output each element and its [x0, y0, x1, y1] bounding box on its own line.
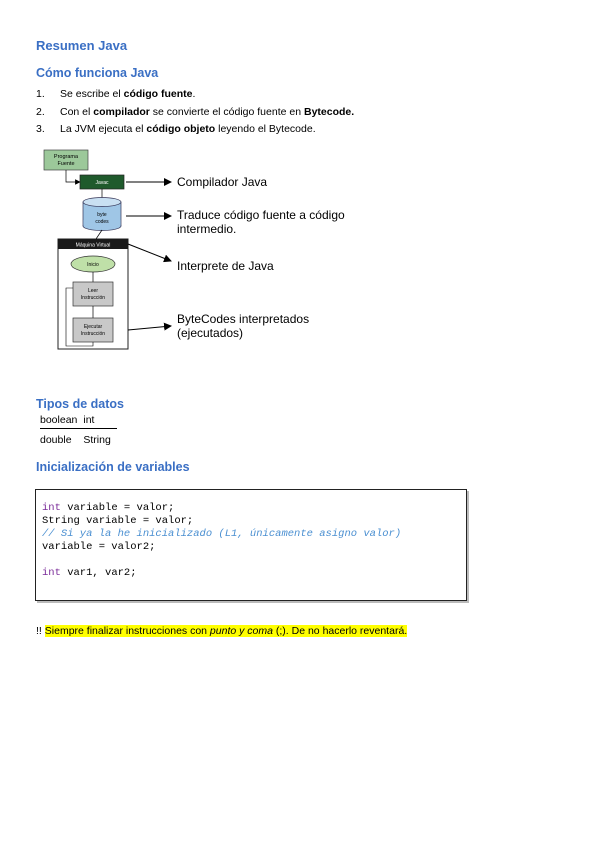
leer-label-2: Instrucción [80, 295, 106, 301]
code-text: var1, var2; [60, 567, 137, 579]
code-line [42, 502, 466, 515]
ejecutar-label-2: Instrucción [80, 331, 106, 337]
list-text-part: se convierte el código fuente en [149, 105, 304, 118]
list-text-part: Con el [60, 105, 94, 118]
annotation-bytecodes-1: ByteCodes interpretados [177, 312, 310, 326]
java-flow-diagram [36, 140, 396, 360]
type-cell: int [83, 414, 116, 429]
code-keyword: int [42, 502, 61, 514]
list-text-part: código objeto [146, 123, 216, 135]
note-text-2: (;). De no hacerlo reventará. [272, 625, 408, 637]
note-text-1: Siempre finalizar instrucciones con [44, 625, 210, 637]
list-text-part: código fuente [123, 88, 193, 100]
list-text-part: Bytecode. [303, 105, 355, 118]
note-prefix: !! [36, 625, 45, 637]
note-italic: punto y coma [209, 625, 273, 637]
code-line [42, 554, 466, 567]
javac-label: Javac [95, 180, 109, 186]
list-number: 1. [36, 88, 45, 100]
code-text: variable = valor2; [42, 541, 156, 553]
steps-list [36, 86, 354, 139]
bytecodes-label-1: byte [97, 212, 107, 218]
code-keyword: int [42, 567, 61, 579]
annotation-interprete: Interprete de Java [177, 259, 274, 273]
type-cell: String [83, 434, 111, 446]
code-comment: // Si ya la he inicializado (L1, únicamente asigno valor) [42, 528, 402, 540]
leer-label-1: Leer [87, 288, 99, 294]
annotation-traduce-1: Traduce código fuente a código [177, 208, 345, 222]
leer-box [73, 282, 113, 306]
jvm-title: Máquina Virtual [75, 242, 111, 249]
list-text-part: leyendo el Bytecode. [215, 123, 316, 135]
annotation-compilador: Compilador Java [177, 175, 268, 189]
page-title: Resumen Java [36, 38, 128, 53]
list-text [60, 104, 354, 122]
bytecodes-label-2: codes [95, 219, 109, 225]
section-heading-how-java-works: Cómo funciona Java [36, 66, 159, 80]
list-text-part: Se escribe el [60, 88, 124, 100]
list-number: 3. [36, 123, 45, 135]
list-text-part: compilador [93, 105, 150, 118]
warning-note [36, 625, 407, 637]
source-program-label-1: Programa [53, 154, 79, 160]
code-line [42, 528, 466, 541]
source-program-box [44, 150, 88, 170]
list-item [36, 104, 354, 122]
data-types-table [40, 414, 117, 446]
note-highlight [45, 625, 407, 637]
code-text: String variable = valor; [42, 515, 194, 527]
inicio-label: Inicio [87, 262, 99, 268]
list-item [36, 121, 354, 139]
list-text [60, 86, 195, 104]
type-cell: boolean [40, 414, 83, 429]
list-item [36, 86, 354, 104]
code-text: variable = valor; [60, 502, 175, 514]
annotation-traduce-2: intermedio. [177, 222, 237, 236]
section-heading-variable-init: Inicialización de variables [36, 460, 190, 474]
ejecutar-label-1: Ejecutar [83, 324, 103, 330]
code-line [42, 515, 466, 528]
annotation-bytecodes-2: (ejecutados) [177, 326, 244, 340]
list-text [60, 121, 316, 139]
code-line [42, 541, 466, 554]
section-heading-data-types: Tipos de datos [36, 397, 124, 411]
type-cell: double [40, 434, 72, 446]
list-number: 2. [36, 105, 45, 118]
code-line [42, 567, 466, 580]
list-text-part: . [192, 88, 196, 100]
code-block [35, 489, 467, 601]
ejecutar-box [73, 318, 113, 342]
list-text-part: La JVM ejecuta el [60, 123, 147, 135]
source-program-label-2: Fuente [57, 161, 75, 167]
